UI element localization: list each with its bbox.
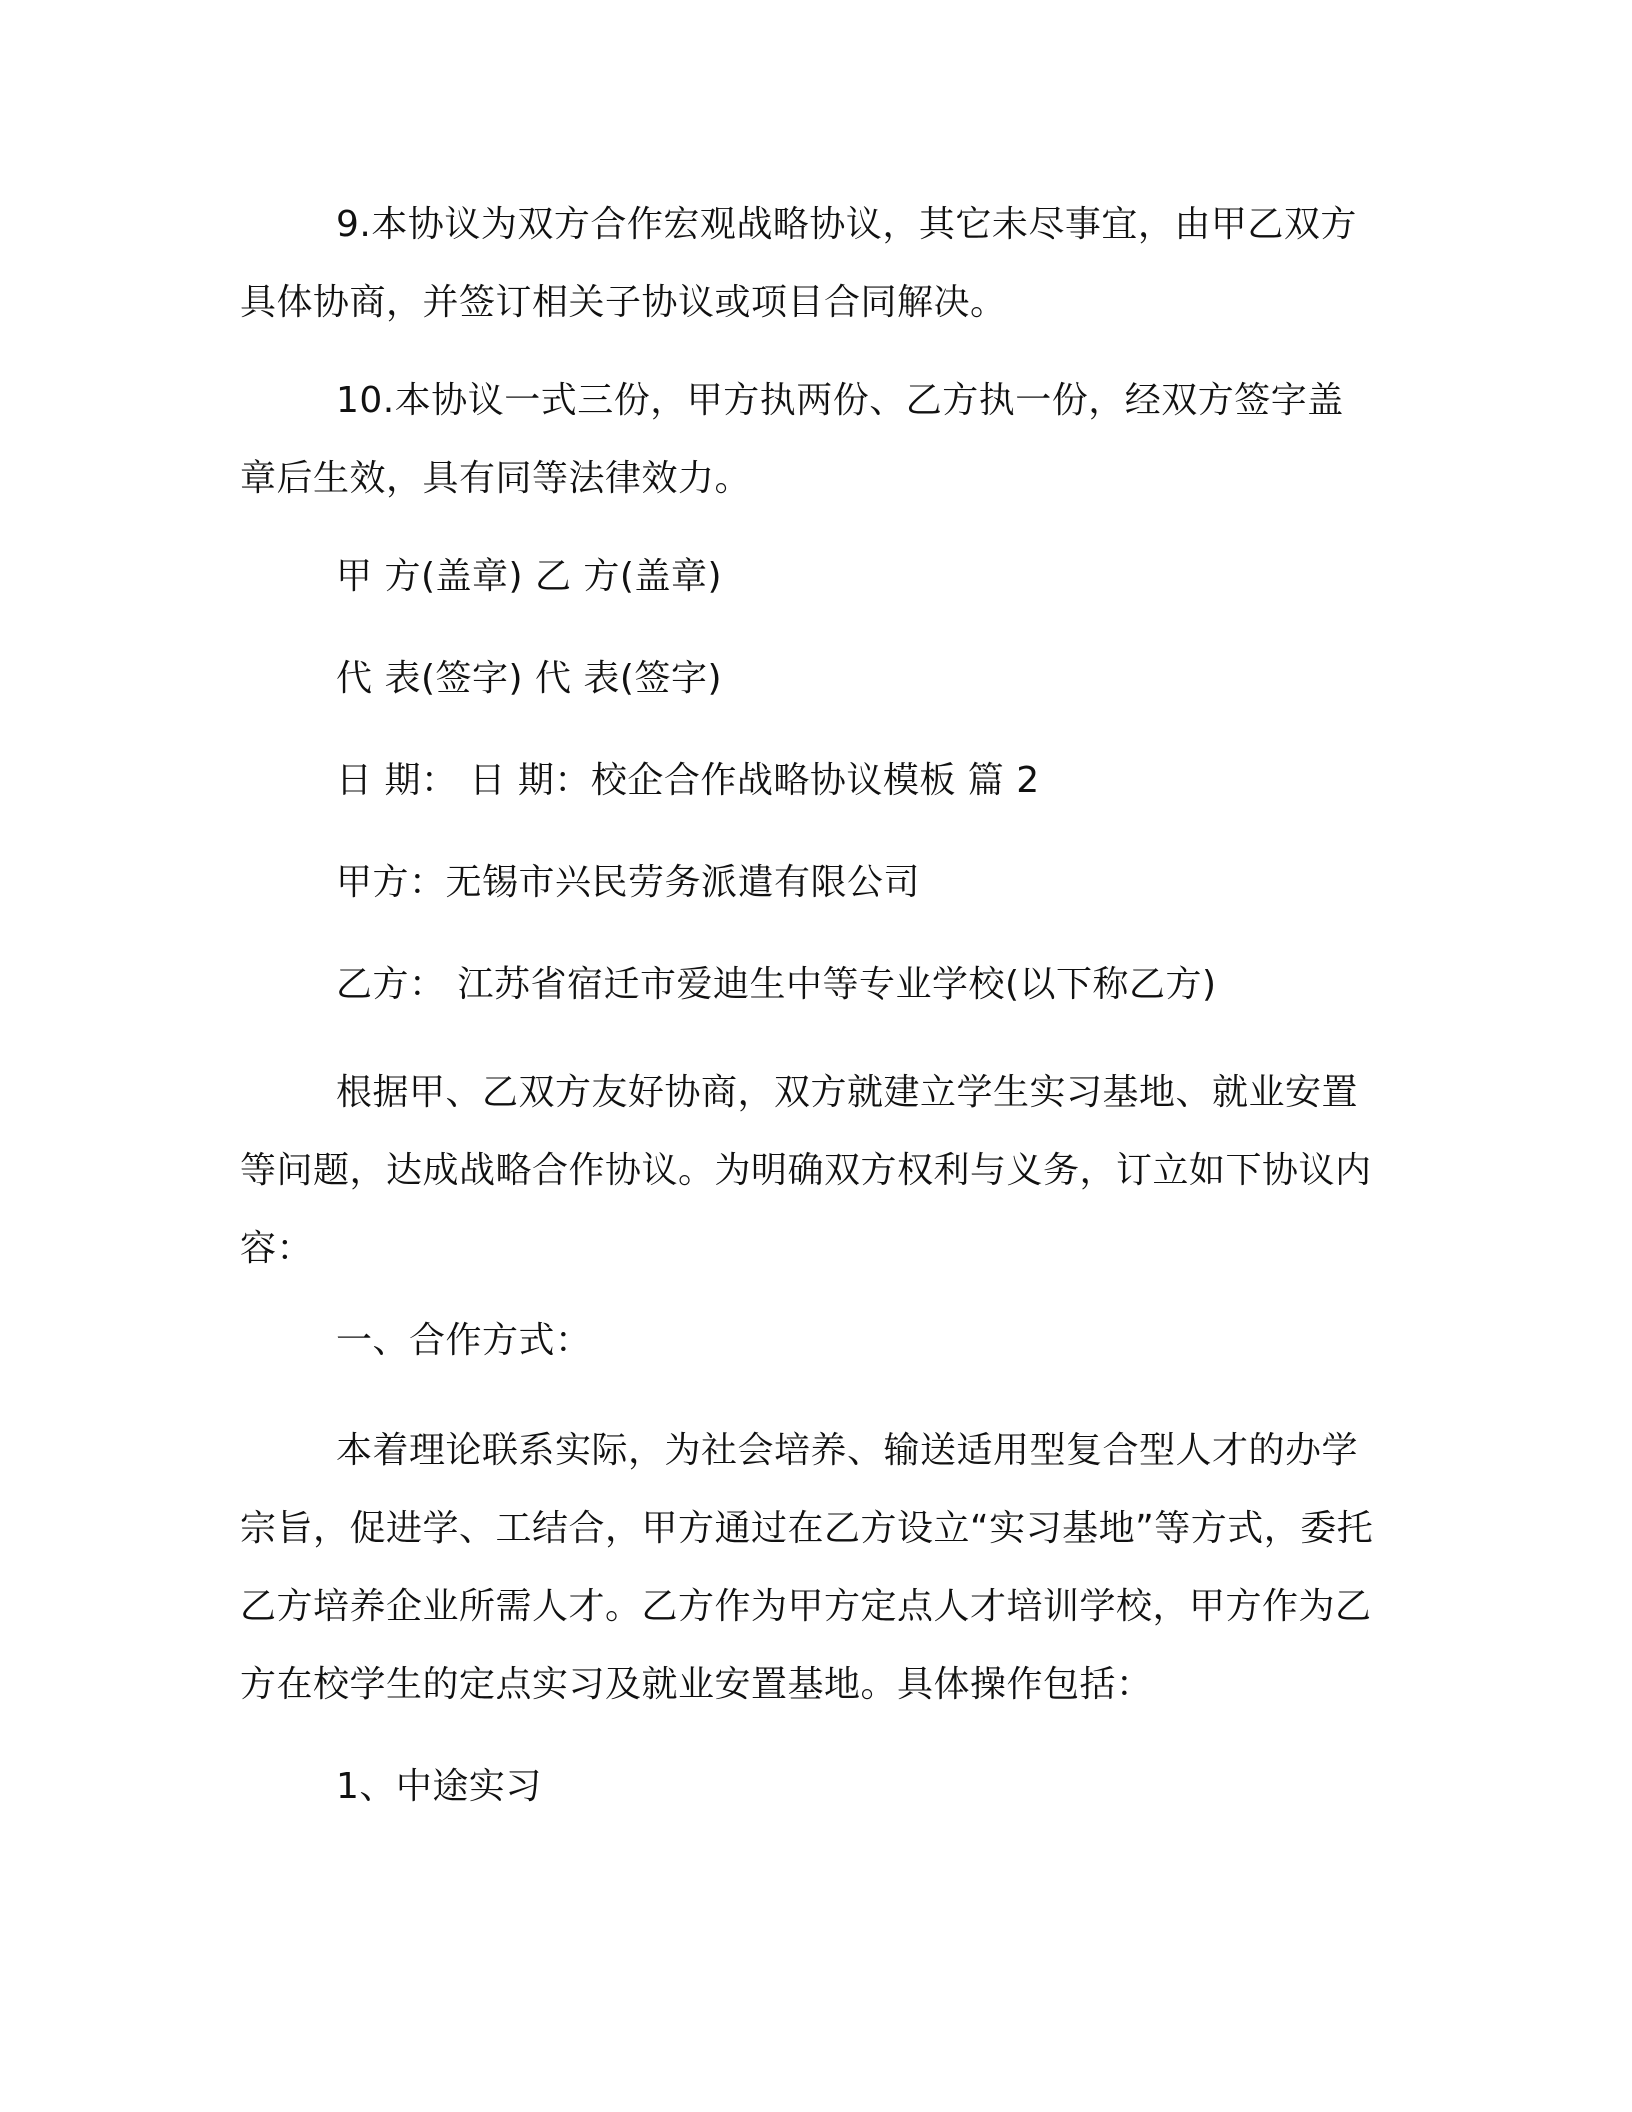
signature-representative-line: 代 表(签字) 代 表(签字) <box>336 658 723 699</box>
intro-paragraph: 根据甲、乙双方友好协商，双方就建立学生实习基地、就业安置等问题，达成战略合作协议。为明确双方权利与义务，订立如下协议内容： <box>240 1072 1372 1269</box>
date-and-title-line: 日 期： 日 期：校企合作战略协议模板 篇 2 <box>336 760 1040 801</box>
party-a-line: 甲方：无锡市兴民劳务派遣有限公司 <box>336 862 921 903</box>
item-midway-internship: 1、中途实习 <box>336 1766 542 1807</box>
paragraph-clause-9: 9.本协议为双方合作宏观战略协议，其它未尽事宜，由甲乙双方具体协商，并签订相关子协议或项目合同解决。 <box>240 204 1357 323</box>
party-b-line: 乙方： 江苏省宿迁市爱迪生中等专业学校(以下称乙方) <box>336 964 1217 1005</box>
signature-seal-line: 甲 方(盖章) 乙 方(盖章) <box>336 556 723 597</box>
cooperation-mode-body: 本着理论联系实际，为社会培养、输送适用型复合型人才的办学宗旨，促进学、工结合，甲方通过在乙方设立“实习基地”等方式，委托乙方培养企业所需人才。乙方作为甲方定点人才培训学校，甲方作为乙方在校学生的定点实习及就业安置基地。具体操作包括： <box>240 1430 1374 1705</box>
paragraph-clause-10: 10.本协议一式三份，甲方执两份、乙方执一份，经双方签字盖章后生效，具有同等法律效力。 <box>240 380 1344 499</box>
section-heading-cooperation-mode: 一、合作方式： <box>336 1320 592 1361</box>
